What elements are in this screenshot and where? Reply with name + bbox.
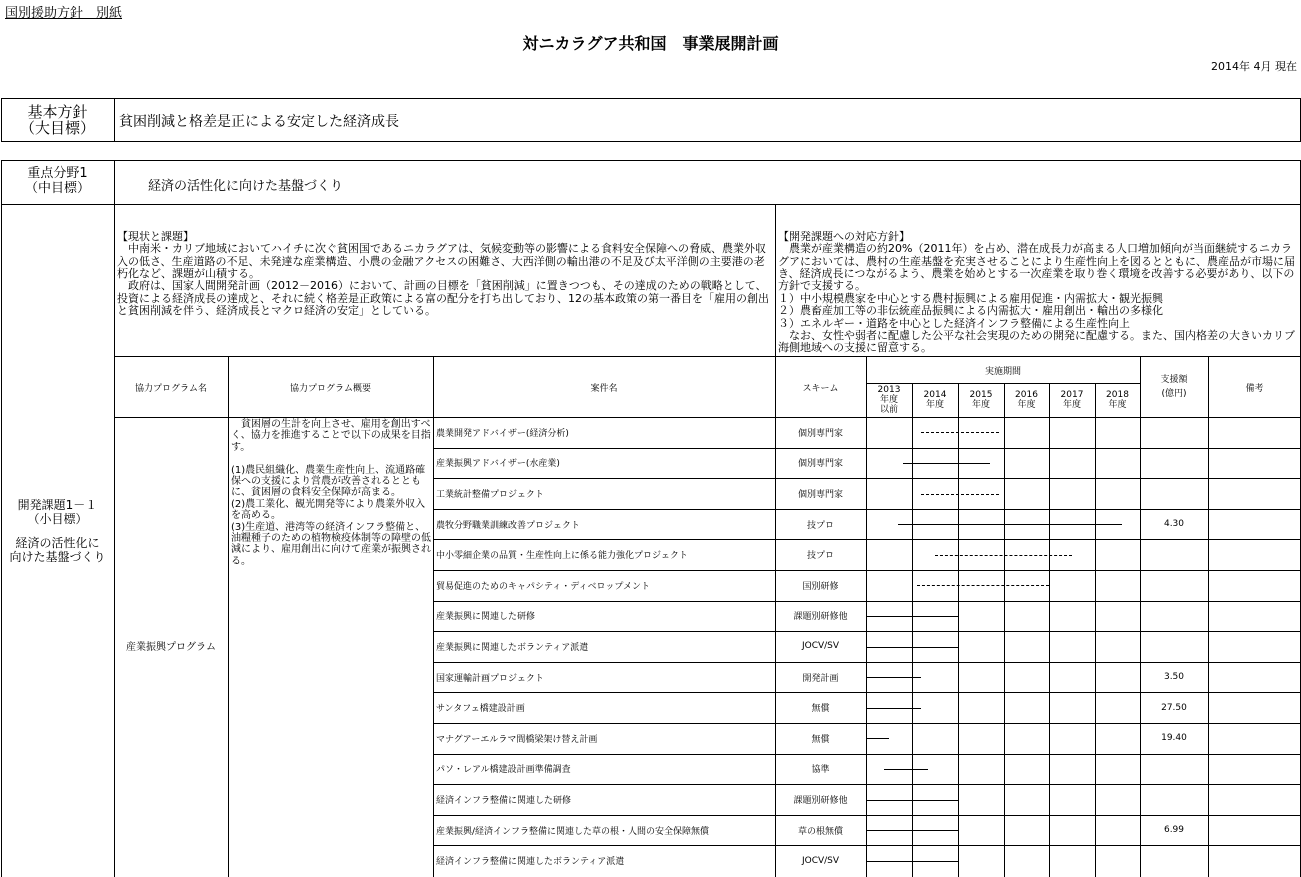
project-scheme: 個別専門家 xyxy=(797,459,843,470)
basic-policy-label: 基本方針 （大目標） xyxy=(19,103,95,137)
project-scheme: 国別研修 xyxy=(802,581,839,592)
header-amount: 支援額 (億円) xyxy=(1160,375,1188,399)
project-name: 産業振興/経済インフラ整備に関連した草の根・人間の安全保障無償 xyxy=(436,826,710,837)
period-bar xyxy=(935,555,1072,556)
response-policy: 【開発課題への対応方針】 農業が産業構造の約20%（2011年）を占め、潜在成長力が高まる人口増加傾向が当面継続するニカラグアにおいては、農村の生産基盤を充実させることにより生産性向上を図るとともに、農産品が市場に届き、経済成長につながるよう、農業を始めとする一次産業を取り巻く環境を改善する必要があり、以下の方針で支援する。 １）中小規模農家を中心とする農村振興による雇用促進・内需拡大・観光振興 ２）農畜産加工等の非伝統産品振興による内需拡大・雇用創出・輸出の多様化 ３）エネルギー・道路を中心とした経済インフラ整備による生産性向上 なお、女性や弱者に配慮した公平な社会実現のための開発に配慮する。また、国内格差の大きいカリブ海側地域への支援に留意する。 xyxy=(778,229,1295,355)
year-header-2016: 2016 年度 xyxy=(1015,390,1038,410)
project-name: 農牧分野職業訓練改善プロジェクト xyxy=(436,520,580,531)
period-bar xyxy=(866,677,921,678)
project-scheme: 無償 xyxy=(811,704,830,715)
project-scheme: 草の根無償 xyxy=(797,826,843,837)
header-remarks: 備考 xyxy=(1245,383,1264,394)
project-name: 経済インフラ整備に関連したボランティア派遣 xyxy=(436,857,625,868)
document-title: 対ニカラグア共和国 事業展開計画 xyxy=(522,34,779,53)
priority-area-label: 重点分野1 （中目標） xyxy=(24,166,90,196)
dev-issue-label: 開発課題1－１ （小目標） 経済の活性化に 向けた基盤づくり xyxy=(9,498,106,564)
period-bar xyxy=(866,830,958,831)
header-scheme: スキーム xyxy=(802,383,839,394)
project-amount: 6.99 xyxy=(1163,825,1185,836)
year-header-2014: 2014 年度 xyxy=(923,390,947,410)
status-and-issues: 【現状と課題】 中南米・カリブ地域においてハイチに次ぐ貧困国であるニカラグアは、気候変動等の影響による食料安全保障への脅威、農業外収入の低さ、生産道路の不足、未発達な産業構造、小農の金融アクセスの困難さ、大西洋側の輸出港の不足及び太平洋側の主要港の老朽化など、課題が山積する。 政府は、国家人間開発計画（2012－2016）において、計画の目標を「貧困削減」に置きつつも、その達成のための戦略として、投資による経済成長の達成と、それに続く格差是正政策による富の配分を打ち出しており、12の基本政策の第一番目を「雇用の創出と貧困削減を伴う、経済成長とマクロ経済の安定」としている。 xyxy=(117,229,769,318)
period-bar xyxy=(866,616,958,617)
document-caption: 国別援助方針 別紙 xyxy=(5,6,123,21)
project-name: マナグアーエルラマ間橋梁架け替え計画 xyxy=(436,734,598,745)
project-scheme: JOCV/SV xyxy=(801,641,840,652)
period-bar xyxy=(898,524,1122,525)
project-amount: 19.40 xyxy=(1161,733,1187,744)
project-scheme: 技プロ xyxy=(806,520,834,531)
basic-policy-text: 貧困削減と格差是正による安定した経済成長 xyxy=(119,114,399,130)
year-header-2018: 2018 年度 xyxy=(1106,390,1129,410)
project-scheme: 課題別研修他 xyxy=(793,795,848,806)
project-scheme: 課題別研修他 xyxy=(793,612,848,623)
project-amount: 3.50 xyxy=(1163,672,1185,683)
period-bar xyxy=(903,463,990,464)
period-bar xyxy=(866,647,958,648)
priority-area-text: 経済の活性化に向けた基盤づくり xyxy=(148,179,344,194)
header-program: 協力プログラム名 xyxy=(135,383,207,394)
period-bar xyxy=(866,800,958,801)
year-header-2015: 2015 年度 xyxy=(969,390,993,410)
project-name: 国家運輸計画プロジェクト xyxy=(436,673,544,684)
project-amount: 4.30 xyxy=(1163,519,1185,530)
project-name: 中小零細企業の品質・生産性向上に係る能力強化プロジェクト xyxy=(436,551,688,562)
project-scheme: 技プロ xyxy=(806,551,834,562)
project-scheme: JOCV/SV xyxy=(801,855,840,866)
project-name: 産業振興に関連したボランティア派遣 xyxy=(436,642,589,653)
project-name: 貿易促進のためのキャパシティ・ディベロップメント xyxy=(436,581,651,592)
project-name: 産業振興に関連した研修 xyxy=(436,612,536,623)
period-bar xyxy=(866,861,958,862)
project-name: パソ・レアル橋建設計画準備調査 xyxy=(436,765,571,776)
project-scheme: 開発計画 xyxy=(802,673,839,684)
project-name: 農業開発アドバイザー(経済分析) xyxy=(436,428,569,439)
project-name: 経済インフラ整備に関連した研修 xyxy=(436,795,572,806)
period-bar xyxy=(921,494,999,495)
period-bar xyxy=(884,769,928,770)
period-bar xyxy=(917,585,1049,586)
header-project: 案件名 xyxy=(590,383,618,394)
program-name: 産業振興プログラム xyxy=(126,642,216,653)
project-name: 産業振興アドバイザー(水産業) xyxy=(436,459,560,470)
year-header-2013: 2013 年度 以前 xyxy=(877,385,901,415)
project-scheme: 協準 xyxy=(811,765,830,776)
project-scheme: 個別専門家 xyxy=(797,489,843,500)
period-bar xyxy=(866,738,889,739)
program-overview: 貧困層の生計を向上させ、雇用を創出すべく、協力を推進することで以下の成果を目指す。 (1)農民組織化、農業生産性向上、流通路確保への支援により営農が改善されるとともに、貧困層の食料安全保障が高まる。 (2)農工業化、観光開発等により農業外収入を高める。 (3)生産道、港湾等の経済インフラ整備と、油糧種子のための植物検疫体制等の障壁の低減により、雇用創出に向けて産業が振興される。 xyxy=(231,419,431,567)
project-amount: 27.50 xyxy=(1161,702,1187,713)
project-name: 工業統計整備プロジェクト xyxy=(436,489,544,500)
project-scheme: 個別専門家 xyxy=(797,428,843,439)
period-bar xyxy=(866,708,921,709)
project-name: サンタフェ橋建設計画 xyxy=(436,704,525,715)
year-header-2017: 2017 年度 xyxy=(1060,390,1084,410)
period-bar xyxy=(921,432,999,433)
project-scheme: 無償 xyxy=(811,734,830,745)
header-period: 実施期間 xyxy=(984,366,1021,377)
document-date: 2014年 4月 現在 xyxy=(1211,60,1297,73)
header-overview: 協力プログラム概要 xyxy=(290,383,371,394)
